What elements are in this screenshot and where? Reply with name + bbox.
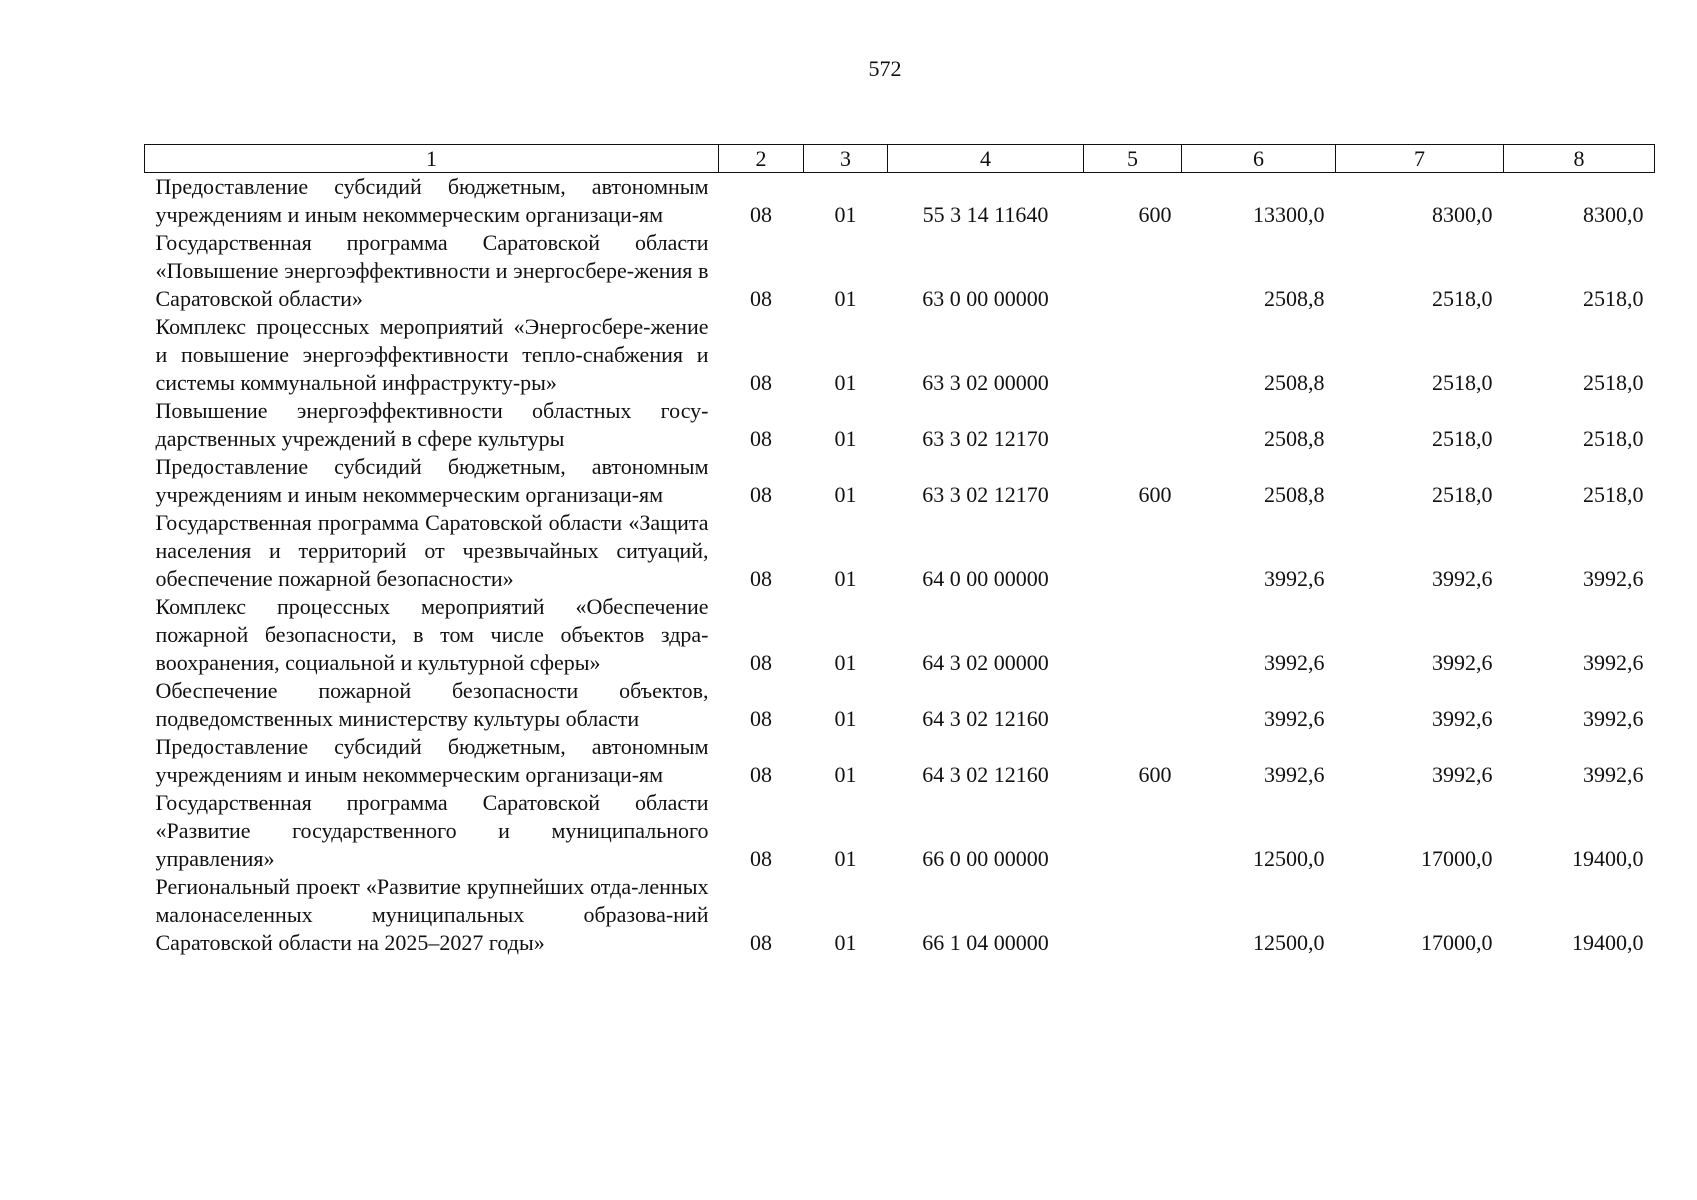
column-header: 2	[719, 145, 804, 173]
section-code: 08	[750, 846, 772, 871]
subsection-code: 01	[834, 762, 857, 787]
amount-col-7: 17000,0	[1421, 846, 1493, 871]
subsection-code: 01	[834, 370, 857, 395]
row-description: Государственная программа Саратовской области «Повышение энергоэффективности и энергосбере-жения в Саратовской области»	[155, 230, 709, 311]
row-description: Государственная программа Саратовской области «Защита населения и территорий от чрезвычайных ситуаций, обеспечение пожарной безопасности»	[155, 510, 709, 591]
row-description: Обеспечение пожарной безопасности объектов, подведомственных министерству культуры области	[155, 678, 709, 731]
target-article-code: 63 3 02 00000	[922, 370, 1049, 395]
section-code: 08	[750, 202, 772, 227]
target-article-code: 64 3 02 00000	[922, 650, 1049, 675]
target-article-code: 64 3 02 12160	[922, 762, 1049, 787]
amount-col-7: 2518,0	[1432, 426, 1493, 451]
amount-col-8: 3992,6	[1583, 706, 1644, 731]
table-row	[145, 397, 1655, 453]
section-code: 08	[750, 426, 772, 451]
column-header: 3	[804, 145, 888, 173]
section-code: 08	[750, 566, 772, 591]
table-row	[145, 453, 1655, 509]
table-row	[145, 873, 1655, 957]
row-description: Предоставление субсидий бюджетным, автономным учреждениям и иным некоммерческим организаци-ям	[155, 454, 709, 507]
amount-col-8: 3992,6	[1583, 566, 1644, 591]
row-description: Предоставление субсидий бюджетным, автономным учреждениям и иным некоммерческим организаци-ям	[155, 734, 709, 787]
amount-col-6: 3992,6	[1264, 762, 1325, 787]
expense-type-code	[1084, 789, 1182, 873]
subsection-code: 01	[834, 202, 857, 227]
header-row	[145, 145, 1655, 173]
amount-col-6: 3992,6	[1264, 650, 1325, 675]
expense-type-code	[1084, 397, 1182, 453]
amount-col-6: 3992,6	[1264, 566, 1325, 591]
amount-col-6: 12500,0	[1253, 846, 1325, 871]
table-row	[145, 789, 1655, 873]
amount-col-7: 17000,0	[1421, 930, 1493, 955]
table-body	[145, 173, 1655, 958]
column-header: 1	[145, 145, 719, 173]
table-header	[145, 145, 1655, 173]
amount-col-7: 3992,6	[1432, 566, 1493, 591]
amount-col-8: 2518,0	[1583, 286, 1644, 311]
amount-col-7: 3992,6	[1432, 650, 1493, 675]
subsection-code: 01	[834, 930, 857, 955]
section-code: 08	[750, 930, 772, 955]
target-article-code: 64 3 02 12160	[922, 706, 1049, 731]
table-row	[145, 229, 1655, 313]
budget-table	[144, 144, 1655, 957]
amount-col-6: 13300,0	[1253, 202, 1325, 227]
target-article-code: 64 0 00 00000	[922, 566, 1049, 591]
amount-col-6: 2508,8	[1264, 286, 1325, 311]
subsection-code: 01	[834, 426, 857, 451]
table-row	[145, 733, 1655, 789]
row-description: Государственная программа Саратовской области «Развитие государственного и муниципального управления»	[155, 790, 709, 871]
target-article-code: 66 1 04 00000	[922, 930, 1049, 955]
column-header: 4	[888, 145, 1084, 173]
column-header: 7	[1336, 145, 1504, 173]
table-row	[145, 313, 1655, 397]
subsection-code: 01	[834, 706, 857, 731]
table-row	[145, 509, 1655, 593]
expense-type-code	[1084, 593, 1182, 677]
section-code: 08	[750, 650, 772, 675]
amount-col-8: 2518,0	[1583, 482, 1644, 507]
amount-col-6: 3992,6	[1264, 706, 1325, 731]
amount-col-8: 3992,6	[1583, 650, 1644, 675]
table-row	[145, 677, 1655, 733]
target-article-code: 63 3 02 12170	[922, 482, 1049, 507]
column-header: 8	[1504, 145, 1655, 173]
expense-type-code	[1084, 313, 1182, 397]
row-description: Предоставление субсидий бюджетным, автономным учреждениям и иным некоммерческим организаци-ям	[155, 174, 709, 227]
expense-type-code: 600	[1138, 202, 1172, 227]
section-code: 08	[750, 762, 772, 787]
expense-type-code	[1084, 873, 1182, 957]
expense-type-code	[1084, 677, 1182, 733]
row-description: Комплекс процессных мероприятий «Обеспечение пожарной безопасности, в том числе объектов здра-воохранения, социальной и культурной сферы»	[155, 594, 709, 675]
subsection-code: 01	[834, 566, 857, 591]
row-description: Повышение энергоэффективности областных госу-дарственных учреждений в сфере культуры	[155, 398, 709, 451]
subsection-code: 01	[834, 650, 857, 675]
page-number: 572	[868, 56, 902, 81]
expense-type-code	[1084, 509, 1182, 593]
row-description: Региональный проект «Развитие крупнейших отда-ленных малонаселенных муниципальных образова-ний Саратовской области на 2025–2027 годы»	[155, 874, 709, 955]
expense-type-code: 600	[1138, 762, 1172, 787]
amount-col-7: 3992,6	[1432, 706, 1493, 731]
column-header: 6	[1182, 145, 1336, 173]
subsection-code: 01	[834, 482, 857, 507]
amount-col-8: 8300,0	[1583, 202, 1644, 227]
amount-col-8: 19400,0	[1572, 930, 1644, 955]
amount-col-6: 2508,8	[1264, 426, 1325, 451]
amount-col-7: 8300,0	[1432, 202, 1493, 227]
section-code: 08	[750, 482, 772, 507]
section-code: 08	[750, 706, 772, 731]
target-article-code: 63 3 02 12170	[922, 426, 1049, 451]
subsection-code: 01	[834, 286, 857, 311]
section-code: 08	[750, 286, 772, 311]
subsection-code: 01	[834, 846, 857, 871]
table-row	[145, 173, 1655, 230]
amount-col-6: 2508,8	[1264, 482, 1325, 507]
amount-col-7: 2518,0	[1432, 482, 1493, 507]
amount-col-8: 2518,0	[1583, 426, 1644, 451]
target-article-code: 66 0 00 00000	[922, 846, 1049, 871]
expense-type-code	[1084, 229, 1182, 313]
row-description: Комплекс процессных мероприятий «Энергосбере-жение и повышение энергоэффективности тепло-снабжения и системы коммунальной инфраструкту-ры»	[155, 314, 709, 395]
table-row	[145, 593, 1655, 677]
amount-col-6: 12500,0	[1253, 930, 1325, 955]
target-article-code: 55 3 14 11640	[922, 202, 1049, 227]
section-code: 08	[750, 370, 772, 395]
amount-col-7: 2518,0	[1432, 370, 1493, 395]
amount-col-7: 2518,0	[1432, 286, 1493, 311]
amount-col-7: 3992,6	[1432, 762, 1493, 787]
expense-type-code: 600	[1138, 482, 1172, 507]
target-article-code: 63 0 00 00000	[922, 286, 1049, 311]
amount-col-8: 3992,6	[1583, 762, 1644, 787]
amount-col-8: 2518,0	[1583, 370, 1644, 395]
amount-col-6: 2508,8	[1264, 370, 1325, 395]
amount-col-8: 19400,0	[1572, 846, 1644, 871]
column-header: 5	[1084, 145, 1182, 173]
